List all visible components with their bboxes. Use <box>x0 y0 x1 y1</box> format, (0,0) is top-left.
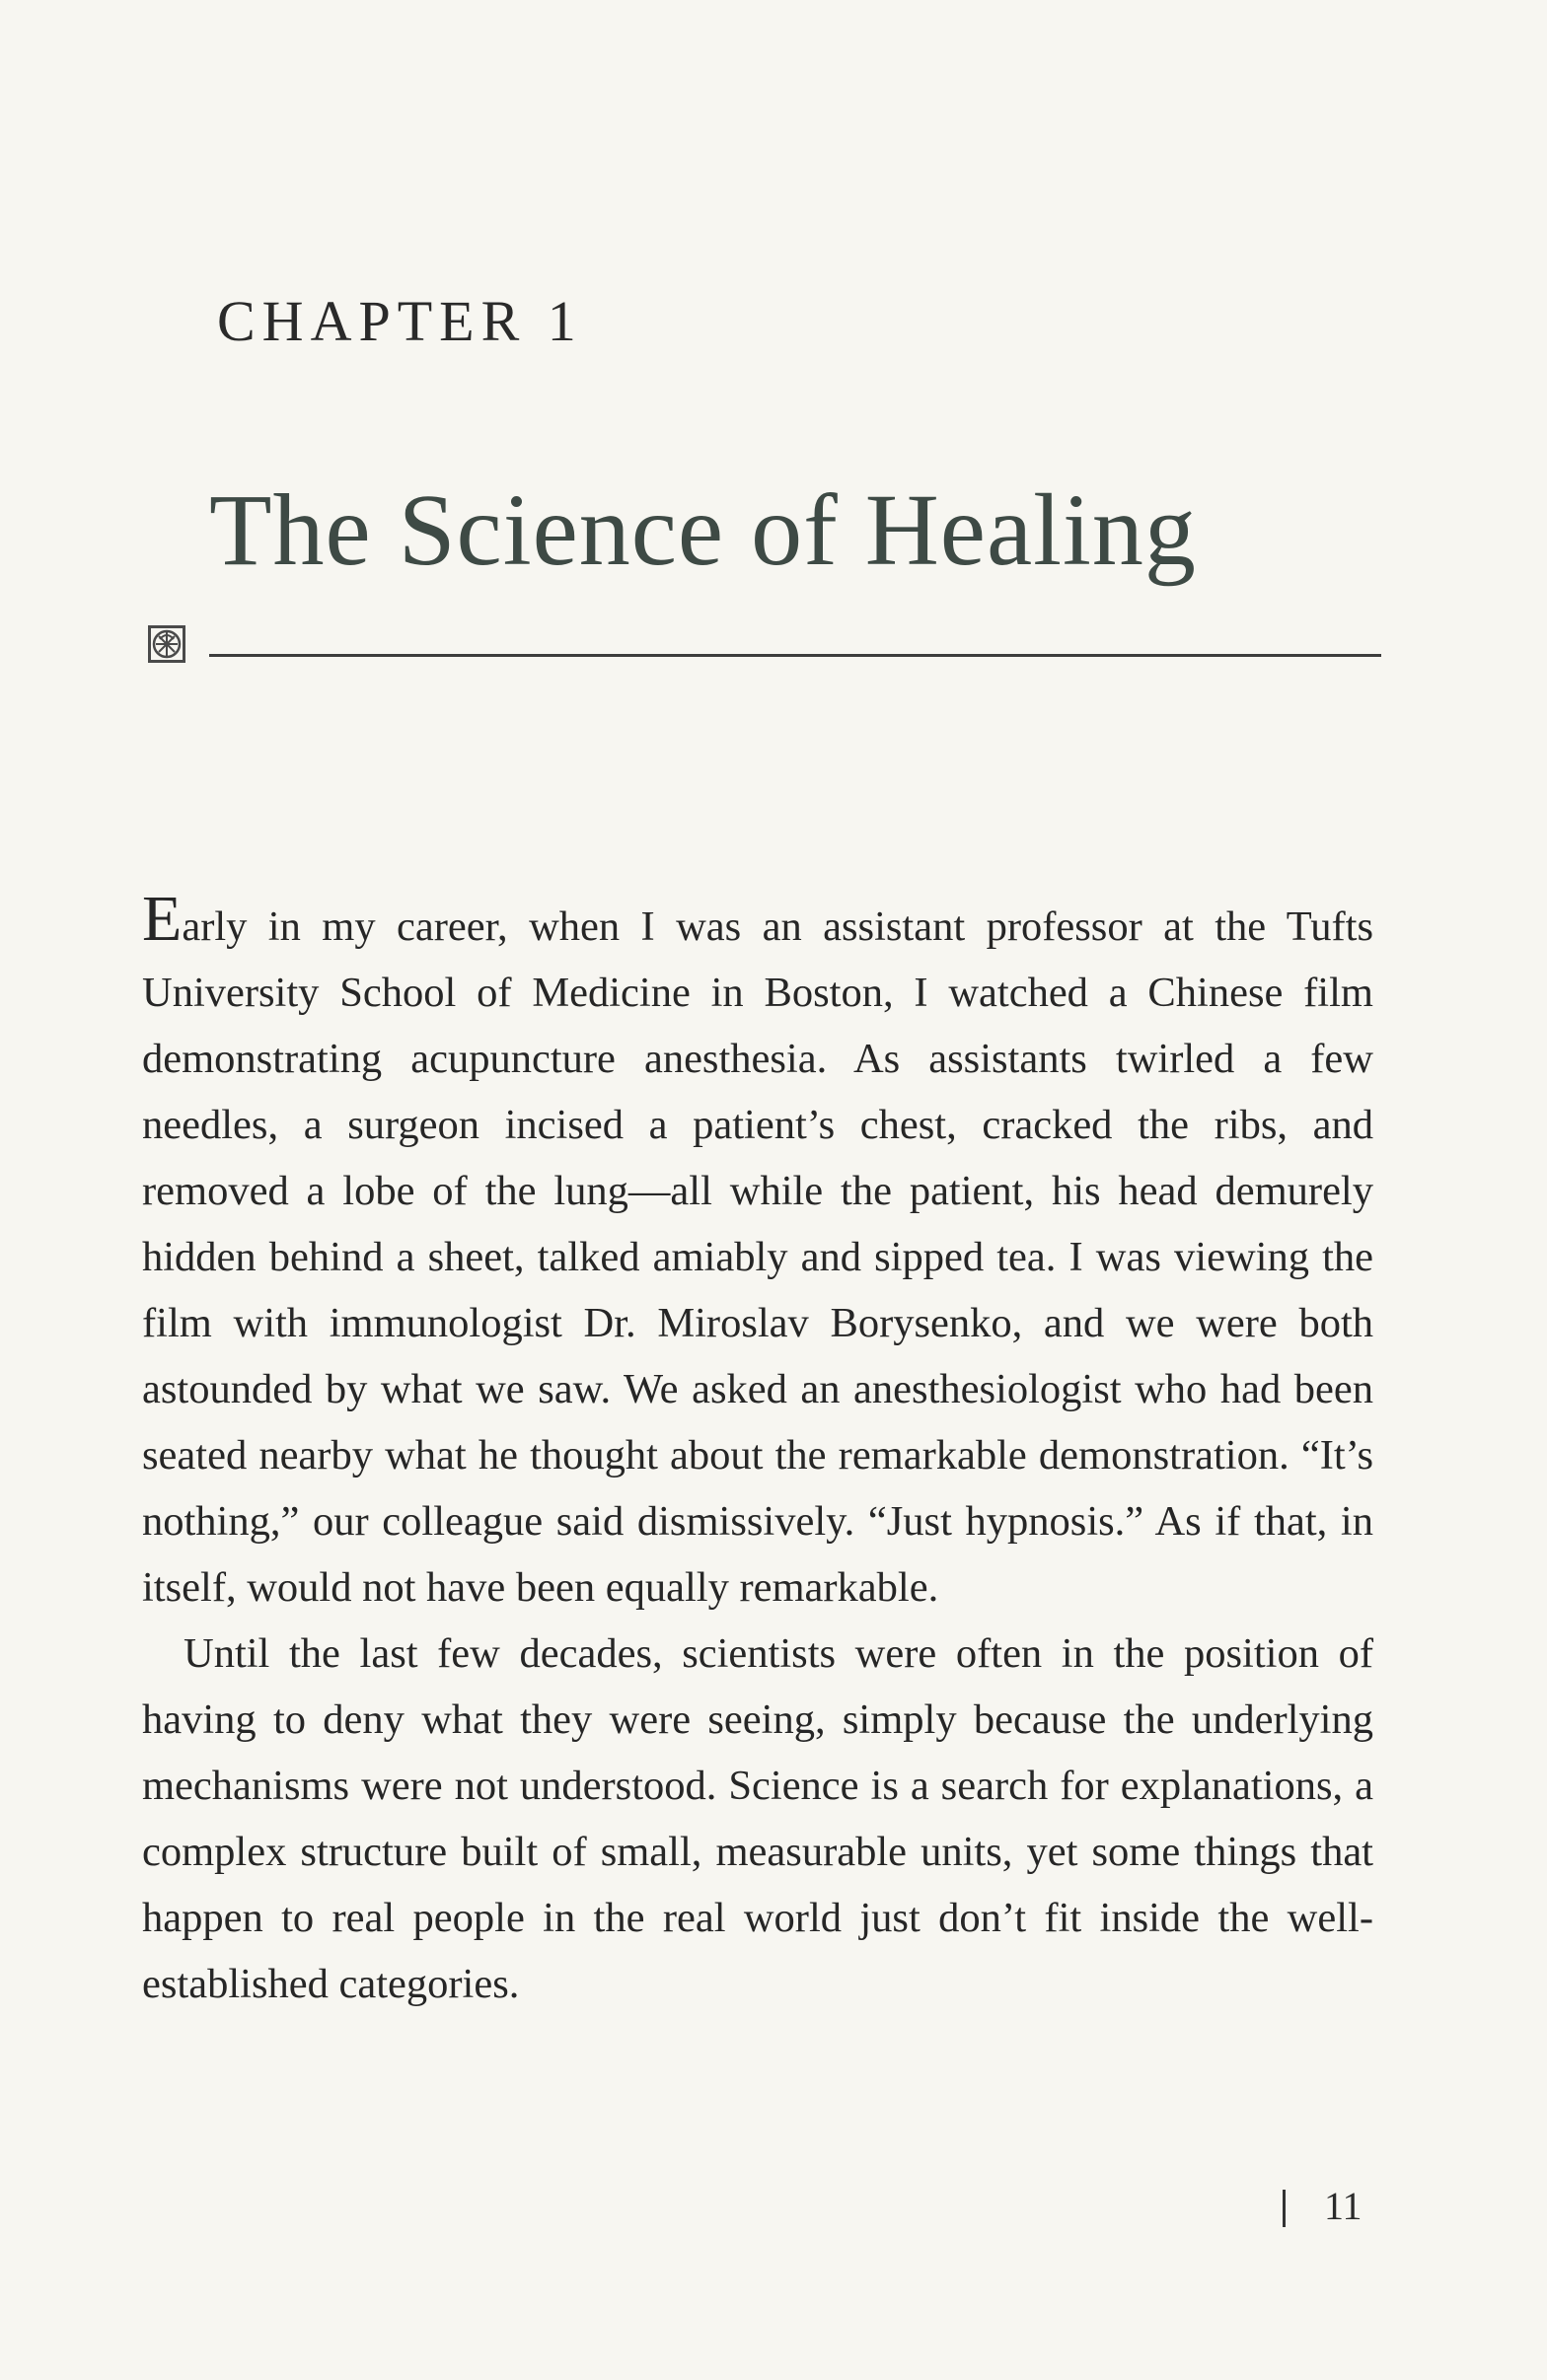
page-number: 11 <box>1324 2184 1363 2228</box>
footer-divider <box>1283 2190 1286 2227</box>
body-text <box>142 883 1373 2017</box>
chapter-label: CHAPTER 1 <box>217 289 583 353</box>
chinese-seal-ornament-icon <box>148 625 185 663</box>
paragraph-1 <box>142 883 1373 1621</box>
title-divider <box>209 654 1381 657</box>
drop-cap: E <box>142 883 183 955</box>
paragraph-2: Until the last few decades, scientists were often in the position of having to deny what they were seeing, simply because the underlying mechanisms were not understood. Science is a search for explanations, a complex structure built of small, measurable units, yet some things that happen to real people in the real world just don’t fit inside the well-established categories. <box>142 1630 1373 2007</box>
paragraph-1-text: arly in my career, when I was an assistant professor at the Tufts University School of Medicine in Boston, I watched a Chinese film demonstrating acupuncture anesthesia. As assistants twirled a few needles, a surgeon incised a patient’s chest, cracked the ribs, and removed a lobe of the lung—all while the patient, his head demurely hidden behind a sheet, talked amiably and sipped tea. I was viewing the film with immunologist Dr. Miroslav Borysenko, and we were both astounded by what we saw. We asked an anesthesiologist who had been seated nearby what he thought about the remarkable demonstration. “It’s nothing,” our colleague said dismissively. “Just hypnosis.” As if that, in itself, would not have been equally remarkable. <box>142 903 1373 1611</box>
chapter-title: The Science of Healing <box>209 473 1197 587</box>
